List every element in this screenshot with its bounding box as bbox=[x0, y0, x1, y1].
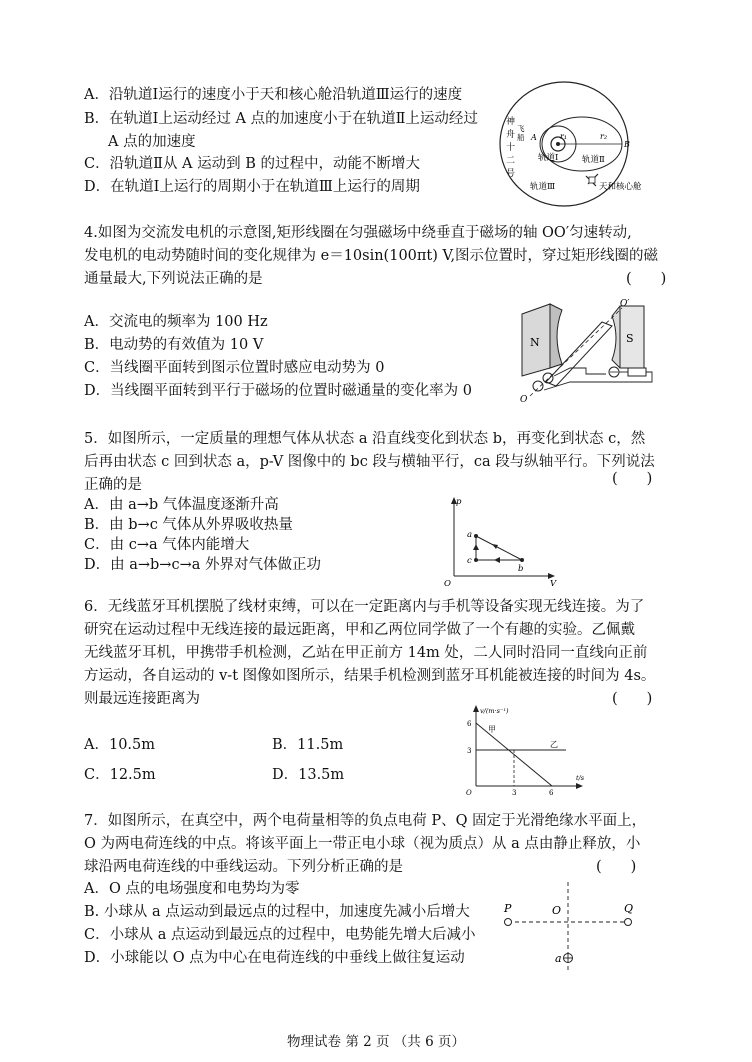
q6-stem-5: 则最远连接距离为 bbox=[84, 691, 200, 707]
point-b-label: B bbox=[624, 140, 630, 149]
ship-label-2: 舟 bbox=[506, 130, 516, 140]
point-o-label: O bbox=[552, 904, 562, 917]
x-tick-3: 3 bbox=[512, 789, 517, 797]
station-label: 天和核心舱 bbox=[599, 182, 642, 192]
q6-option-b: B．11.5m bbox=[272, 737, 344, 753]
q7-charges-figure bbox=[500, 880, 650, 972]
slip-ring-1 bbox=[533, 381, 543, 391]
t-axis-label: t/s bbox=[576, 774, 585, 782]
v-axis-label: V bbox=[550, 579, 557, 589]
x-tick-6: 6 bbox=[549, 789, 554, 797]
q7-option-a: A．O 点的电场强度和电势均为零 bbox=[84, 881, 300, 897]
origin-label: O bbox=[466, 789, 472, 797]
y-tick-3: 3 bbox=[467, 747, 472, 755]
space-station-icon bbox=[586, 174, 598, 186]
q5-option-b: B．由 b→c 气体从外界吸收热量 bbox=[84, 517, 293, 533]
ship-label-3: 十 bbox=[506, 143, 516, 153]
q7-answer-bracket: ( ) bbox=[596, 859, 637, 875]
q7-option-c: C．小球从 a 点运动到最远点的过程中，电势能先增大后减小 bbox=[84, 927, 476, 943]
q6-option-d: D．13.5m bbox=[272, 767, 345, 783]
ship-label-4: 二 bbox=[506, 156, 516, 166]
q4-option-d: D．当线圈平面转到平行于磁场的位置时磁通量的变化率为 0 bbox=[84, 383, 472, 399]
q5-stem-3: 正确的是 bbox=[84, 477, 142, 493]
charge-p bbox=[505, 919, 512, 926]
q7-stem-2: O 为两电荷连线的中点。将该平面上一带正电小球（视为质点）从 a 点由静止释放，小 bbox=[84, 836, 641, 852]
state-b-label: b bbox=[518, 564, 524, 574]
q7-stem-3: 球沿两电荷连线的中垂线运动。下列分析正确的是 bbox=[84, 859, 403, 875]
q4-option-c: C．当线圈平面转到图示位置时感应电动势为 0 bbox=[84, 360, 385, 376]
q3-option-d: D．在轨道Ⅰ上运行的周期小于在轨道Ⅲ上运行的周期 bbox=[84, 179, 420, 195]
series-jia-label: 甲 bbox=[488, 725, 496, 734]
q5-stem-1: 5．如图所示，一定质量的理想气体从状态 a 沿直线变化到状态 b，再变化到状态 c，然 bbox=[84, 431, 646, 447]
origin-label: O bbox=[444, 579, 451, 589]
track2-label: 轨道Ⅱ bbox=[582, 155, 605, 165]
state-c-label: c bbox=[467, 556, 472, 566]
ship-label-1: 神 bbox=[506, 117, 516, 127]
q4-option-b: B．电动势的有效值为 10 V bbox=[84, 337, 264, 353]
y-tick-6: 6 bbox=[467, 720, 472, 728]
point-a-label: a bbox=[555, 952, 562, 965]
q6-stem-4: 方运动，各自运动的 v-t 图像如图所示，结果手机检测到蓝牙耳机能被连接的时间为 4s。 bbox=[84, 668, 656, 684]
q3-option-a: A．沿轨道Ⅰ运行的速度小于天和核心舱沿轨道Ⅲ运行的速度 bbox=[84, 87, 463, 103]
q4-stem-1: 4.如图为交流发电机的示意图,矩形线圈在匀强磁场中绕垂直于磁场的轴 OO′匀速转动, bbox=[84, 225, 632, 241]
p-axis-label: p bbox=[456, 497, 462, 507]
state-a-label: a bbox=[467, 530, 473, 540]
q7-stem-1: 7．如图所示，在真空中，两个电荷量相等的负点电荷 P、Q 固定于光滑绝缘水平面上， bbox=[84, 813, 647, 829]
state-b-point bbox=[520, 558, 524, 562]
series-yi-label: 乙 bbox=[550, 740, 558, 749]
q6-stem-1: 6．无线蓝牙耳机摆脱了线材束缚，可以在一定距离内与手机等设备实现无线连接。为了 bbox=[84, 599, 645, 615]
segment-ab bbox=[476, 536, 522, 560]
q6-option-c: C．12.5m bbox=[84, 767, 156, 783]
q4-answer-bracket: ( ) bbox=[626, 271, 667, 287]
axis-o-prime-label: O′ bbox=[620, 299, 630, 309]
q6-stem-3: 无线蓝牙耳机，甲携带手机检测，乙站在甲正前方 14m 处，二人同时沿同一直线向正前 bbox=[84, 645, 648, 661]
ship-side-2: 船 bbox=[517, 133, 525, 142]
ship-label-5: 号 bbox=[506, 169, 516, 179]
state-a-point bbox=[474, 534, 478, 538]
q5-option-c: C．由 c→a 气体内能增大 bbox=[84, 537, 250, 553]
point-a-label: A bbox=[531, 133, 537, 142]
q3-option-b-cont: A 点的加速度 bbox=[108, 134, 196, 150]
q6-vt-figure bbox=[462, 702, 592, 798]
q7-option-b: B. 小球从 a 点运动到最远点的过程中，加速度先减小后增大 bbox=[84, 904, 470, 920]
r1-label: r₁ bbox=[560, 132, 568, 141]
axis-o-label: O bbox=[520, 395, 528, 405]
q5-stem-2: 后再由状态 c 回到状态 a，p-V 图像中的 bc 段与横轴平行，ca 段与纵轴平行。下列说法 bbox=[84, 454, 655, 470]
magnet-s-label: S bbox=[626, 332, 634, 345]
magnet-n-label: N bbox=[530, 336, 540, 349]
q4-stem-2: 发电机的电动势随时间的变化规律为 e＝10sin(100πt) V,图示位置时，穿过矩形线圈的磁 bbox=[84, 248, 659, 264]
track3-label: 轨道Ⅲ bbox=[530, 182, 556, 192]
q4-generator-figure bbox=[516, 296, 666, 406]
charge-q-label: Q bbox=[624, 902, 634, 915]
q3-option-b: B．在轨道Ⅰ上运动经过 A 点的加速度小于在轨道Ⅱ上运动经过 bbox=[84, 111, 478, 127]
charge-p-label: P bbox=[504, 902, 512, 915]
q6-option-a: A．10.5m bbox=[84, 737, 156, 753]
q5-answer-bracket: ( ) bbox=[612, 471, 653, 487]
v-axis-label: v/(m·s⁻¹) bbox=[480, 707, 509, 715]
charge-q bbox=[625, 919, 632, 926]
state-c-point bbox=[474, 558, 478, 562]
q5-option-d: D．由 a→b→c→a 外界对气体做正功 bbox=[84, 557, 321, 573]
q6-answer-bracket: ( ) bbox=[612, 691, 653, 707]
q4-stem-3: 通量最大,下列说法正确的是 bbox=[84, 271, 263, 287]
r2-label: r₂ bbox=[600, 132, 608, 141]
resistor-icon bbox=[628, 368, 646, 376]
q7-option-d: D．小球能以 O 点为中心在电荷连线的中垂线上做往复运动 bbox=[84, 950, 465, 966]
track1-label: 轨道Ⅰ bbox=[538, 153, 559, 163]
slip-ring-2 bbox=[543, 373, 553, 383]
page-footer: 物理试卷 第 2 页 （共 6 页） bbox=[287, 1034, 465, 1050]
q3-option-c: C．沿轨道Ⅱ从 A 运动到 B 的过程中，动能不断增大 bbox=[84, 156, 421, 172]
q6-stem-2: 研究在运动过程中无线连接的最远距离，甲和乙两位同学做了一个有趣的实验。乙佩戴 bbox=[84, 622, 635, 638]
q5-option-a: A．由 a→b 气体温度逐渐升高 bbox=[84, 497, 279, 513]
ship-side-1: 飞 bbox=[517, 124, 525, 133]
q5-pv-figure bbox=[440, 494, 560, 589]
q3-orbit-figure bbox=[500, 78, 670, 208]
q4-option-a: A．交流电的频率为 100 Hz bbox=[84, 314, 268, 330]
